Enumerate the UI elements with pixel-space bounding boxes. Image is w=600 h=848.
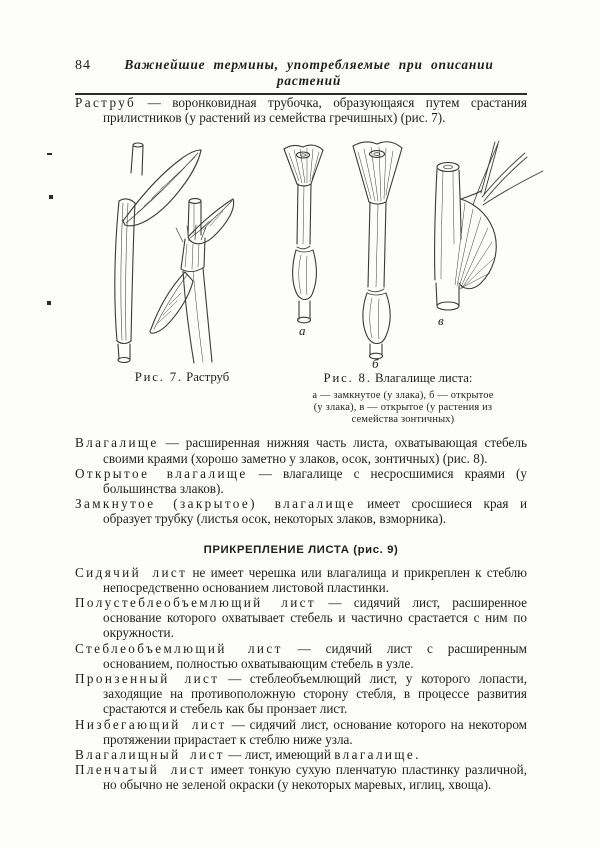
figure8-legend-line: (у злака), в — открытое (у растения из [313,402,493,414]
definition-text: — сидячий лист, основание которого на некотором протяжении прирастает к стеблю ниже узла. [103,716,528,747]
figure7-illustration [95,141,270,369]
fig8-part-label-a: а [299,323,306,339]
figure8-illustration [283,139,555,371]
page-number: 84 [75,58,91,73]
figure7-caption-label: Рис. 7. [134,370,183,385]
definition-item [75,496,527,526]
definition-term: Стеблеобъемлющий лист [75,640,283,656]
definition-item [75,565,527,595]
figure8-caption-label: Рис. 8. [323,371,372,386]
definition-item [75,435,527,465]
definition-text: имеет сросшиеся края и образует трубку (листья осок, некоторых злаков, взморника). [103,496,528,527]
page-content [75,0,527,793]
figure8-legend [275,390,531,426]
definition-item [75,466,527,496]
definition-spaced-tail: влагалище. [334,747,421,763]
definition-item [75,671,527,717]
definition-item [75,641,527,671]
definition-term: Замкнутое (закрытое) влагалище [75,496,356,512]
definition-text: — лист, имеющий [228,747,331,763]
definition-item [75,762,527,792]
figure7-caption-title: Раструб [186,370,230,385]
figures-block [75,139,527,435]
definition-item [75,747,527,762]
definition-text: — расширенная нижняя часть листа, охватывающая стебель своими краями (хорошо заметно у злаков, осок, зонтичных) (рис. 8). [103,435,528,466]
definition-text: — сидячий лист, расширенное основание которого охватывает стебель и частично срастается с ним по окружности. [103,595,527,641]
definition-text: имеет тонкую сухую пленчатую пластинку различной, но обычно не зеленой окраски (у некоторых маревых, иглиц, хвоща). [103,762,527,793]
definition-term: Сидячий лист [75,564,188,580]
section-heading: ПРИКРЕПЛЕНИЕ ЛИСТА (рис. 9) [203,543,399,556]
definition-term: Влагалищный лист [75,747,225,763]
definition-term: Открытое влагалище [75,465,248,481]
intro-term: Раструб [75,95,137,110]
attachment-definitions [75,565,527,793]
definition-text: — влагалище с несросшимися краями (у большинства злаков). [103,465,527,497]
scan-speck [47,301,51,305]
definition-term: Пронзенный лист [75,671,220,687]
intro-paragraph [75,95,527,125]
figure8-caption [283,371,513,385]
scan-speck [47,153,52,155]
definition-text: — сидячий лист с расширенным основанием, полностью охватывающим стебель в узле. [103,640,528,671]
sheath-definitions [75,435,527,526]
running-title: Важнейшие термины, употребляемые при описании растений [124,57,494,88]
definition-term: Пленчатый лист [75,762,206,778]
figure8-caption-title: Влагалище листа: [374,371,473,386]
page-header [75,57,527,89]
definition-item [75,595,527,641]
figure8-legend-line: семейства зонтичных) [351,414,455,426]
definition-term: Полустеблеобъемлющий лист [75,595,316,611]
intro-text: — воронковидная трубочка, образующаяся путем срастания прилистников (у растений из семейства гречишных) (рис. 7). [103,95,527,126]
definition-term: Низбегающий лист [75,716,227,732]
fig8-part-label-b: б [372,356,379,372]
definition-text: не имеет черешка или влагалища и прикреплен к стеблю непосредственно основанием листовой пластинки. [103,564,528,595]
definition-text: — стеблеобъемлющий лист, у которого лопасти, заходящие на противоположную сторону стебля, в процессе развития срастаются и стебель как бы пронзает лист. [103,671,527,717]
figure8-legend-line: а — замкнутое (у злака), б — открытое [312,390,494,402]
figure7-caption [87,370,277,384]
definition-term: Влагалище [75,435,159,451]
fig8-part-label-v: в [438,313,444,329]
definition-item [75,717,527,747]
scan-speck [49,195,53,199]
